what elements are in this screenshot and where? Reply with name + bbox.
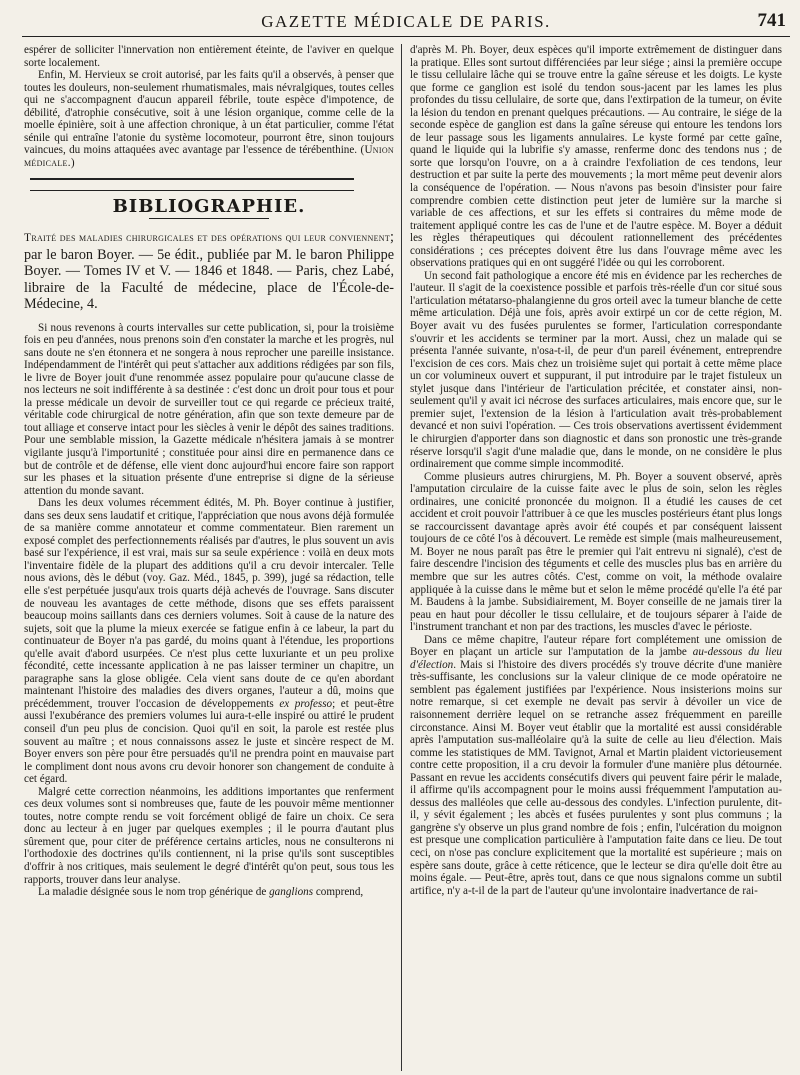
page-number: 741 [757,10,786,31]
review-paragraph-2 [24,497,394,786]
intro-paragraph: espérer de solliciter l'innervation non entièrement éteinte, de l'aviver en quelque sorte localement. [24,44,394,69]
italic-term-lieu: au-dessous du lieu d'élection [410,646,782,671]
review-paragraph-4 [24,886,394,899]
right-paragraph-4 [410,634,782,897]
italic-term: ex professo [279,697,333,710]
source-citation: (Union médicale.) [24,144,394,169]
book-title: Traité des maladies chirurgicales et des opérations qui leur conviennent [24,232,391,245]
section-divider [30,178,354,180]
paragraph-enfin-text: Enfin, M. Hervieux se croit autorisé, par les faits qu'il a observés, à penser que toutes les douleurs, non-seulement rhumatismales, mais névralgiques, toutes celles qui ne s'accompagnent d'aucun appareil fébrile, toute espèce d'impotence, de débilité, d'atrophie consécutive, soit à une lésion organique, comme celle de la moelle épinière, soit à une affection chronique, à un état particulier, comme l'état sénile qui entraîne l'atonie du système locomoteur, pourront être, sinon toujours vaincues, du moins attaquées avec avantage par l'essence de térébenthine. [24,69,394,157]
right-paragraph-3: Comme plusieurs autres chirurgiens, M. Ph. Boyer a souvent observé, après l'amputation circulaire de la cuisse faite avec le plus de soin, selon les règles ordinaires, une conicité prononcée du moignon. Il a étudié les causes de cet accident et croit pouvoir l'attribuer à ce que les muscles postérieurs étant plus longs se raccourcissent davantage après avoir été coupés et par conséquent laissent toujours de ce côté l'os à découvert. Le remède est simple (mais malheureusement, M. Boyer ne nous paraît pas être le premier qui l'ait entrevu ni signalé), c'est de faire descendre l'incision des téguments et celle des muscles plus bas en arrière du membre que sur les autres côtés. C'est, comme on voit, la méthode ovalaire appliquée à la cuisse dans le même but et selon le même procédé qu'elle l'a été par M. Baudens à la jambe. Subsidiairement, M. Boyer conseille de ne jamais tirer la peau en haut pour décoller le tissu cellulaire, et de toujours séparer à l'aide de l'instrument tranchant et non par des tractions, les muscles d'avec le périoste. [410,470,782,634]
journal-title: GAZETTE MÉDICALE DE PARIS. [261,12,551,31]
italic-term-ganglions: ganglions [269,886,314,899]
page-header [22,10,790,37]
review-paragraph-3: Malgré cette correction néanmoins, les additions importantes que renferment ces deux volumes sont si nombreuses que, faute de les pouvoir même mentionner toutes, notre compte rendu se voit forcément obligé de faire un choix. Ce sera donc au lecteur à en juger par quelques exemples ; il le pourra d'autant plus sûrement que, pour citer de préférence certains articles, nous ne consulterons ni l'orthodoxie des doctrines qu'ils contiennent, ni la prise qu'ils sont susceptibles d'offrir à nos critiques, mais seulement le degré d'intérêt qu'on peut, sous tous les rapports, trouver dans leur analyse. [24,785,394,886]
column-rule [401,44,402,1071]
book-details: ; par le baron Boyer. — 5e édit., publiée par M. le baron Philippe Boyer. — Tomes IV et V. — 1846 et 1848. — Paris, chez Labé, libraire de la Faculté de médecine, place de l'École-de-Médecine, 4. [24,229,394,313]
right-paragraph-4-start: Dans ce même chapitre, l'auteur répare fort complétement une omission de Boyer en plaçant un article sur l'amputation de la jambe [410,633,782,659]
right-paragraph-1: d'après M. Ph. Boyer, deux espèces qu'il importe extrêmement de distinguer dans la pratique. Elles sont surtout différenciées par leur siége ; ainsi la première occupe le tissu cellulaire lâche qui se trouve entre la gaîne séreuse et les doigts. Le kyste que forme ce ganglion est isolé du tendon sous-jacent par les lames les plus profondes du tissu cellulaire, de sorte que, dans l'extirpation de la tumeur, on évite la lésion du tendon en prenant quelques précautions. — Au contraire, le siége de la seconde espèce de ganglion est dans la gaîne séreuse qui entoure les tendons lors de leur passage sous les ligaments annulaires. Le kyste formé par cette gaîne, quand le liquide qui la lubrifie s'y amasse, renferme donc des tendons nus ; de sorte que lorsqu'on l'ouvre, on a à craindre l'exfoliation de ces tendons, leur destruction et par suite la perte des mouvements ; la mort même peut devenir alors la conséquence de l'opération. — Nous n'avons pas besoin d'insister pour faire comprendre combien cette distinction peut jeter de lumière sur la marche si variable de ces affections, et sur les effets si contraires du même mode de traitement appliqué contre les cas de l'une et de l'autre espèce. M. Boyer a déduit les règles thérapeutiques qui découlent rationnellement des précédentes considérations ; ces préceptes doivent être lus dans l'ouvrage même avec les observations pratiques qui en ont suggéré l'idée ou qui les corroborent. [410,44,782,270]
title-underline [149,218,269,219]
section-divider-thin [30,190,354,191]
book-reference [24,229,394,313]
section-title: BIBLIOGRAPHIE. [112,196,306,218]
review-paragraph-4-start: La maladie désignée sous le nom trop générique de [38,886,267,899]
paragraph-enfin [24,69,394,169]
review-paragraph-4-end: comprend, [315,886,364,899]
review-paragraph-1: Si nous revenons à courts intervalles sur cette publication, si, pour la troisième fois en peu d'années, nous prenons soin d'en constater la marche et les progrès, nul sans doute ne s'en étonnera et ne songera à nous reprocher une pareille insistance. Indépendamment de l'intérêt qui peut s'attacher aux additions rédigées par son fils, le livre de Boyer jouit d'une renommée assez populaire pour qu'aucune classe de nos lecteurs ne soit indifférente à sa destinée : c'est donc un droit pour tous et pour la presse médicale un devoir de surveiller tout ce qui regarde ce précieux traité, véritable code chirurgical de notre génération, afin que son texte demeure par de tout alliage et conserve intact pour les siècles à venir le dépôt des saines traditions. Pour une semblable mission, la Gazette médicale n'hésitera jamais à se montrer vigilante jusqu'à l'importunité ; constituée pour ainsi dire en permanence dans ce but de contrôle et de défense, elle vient donc aujourd'hui encore faire son rapport sur les phases et la situation présente d'une entreprise si digne de la sérieuse attention du monde savant. [24,321,394,497]
right-column [410,44,782,1071]
review-paragraph-2-text: Dans les deux volumes récemment édités, M. Ph. Boyer continue à justifier, dans ses deux sens laudatif et critique, l'appréciation que nous avons déjà formulée de sa manière comme annotateur et comme commentateur. Bien rarement un exposé complet des perfectionnements réalisés par d'autres, le plus souvent un avis basé sur l'expérience, il est vrai, mais sur sa seule expérience : voilà en deux mots l'inventaire fidèle de la plupart des additions qu'il a cru devoir intercaler. Telle nous avions, dès le début (voy. Gaz. Méd., 1845, p. 399), jugé sa rédaction, telle elle s'est perpétuée jusqu'aux trois quarts déjà achevés de l'ouvrage. Sans discuter de nouveau les avantages de cette méthode, disons que ses effets paraissent beaucoup moins saillants dans ces derniers volumes. Soit à cause de la nature des sujets, soit que la plume la mieux exercée se fatigue enfin à ce labeur, la part du continuateur de Boyer n'a pas gardé, du moins quant à l'étendue, les proportions qu'elle avait d'abord usurpées. Ce n'est plus cette luxuriante et un peu prolixe fécondité, cette incessante application à ne pas laisser terminer un chapitre, un paragraphe sans la glose obligée. Cela vient sans doute de ce qu'en abordant maintenant l'histoire des maladies des divers organes, l'auteur a dû, moins que précédemment, trouver l'occasion de développements [24,497,394,710]
right-paragraph-2: Un second fait pathologique a encore été mis en évidence par les recherches de l'auteur. Il s'agit de la coexistence possible et parfois très-réelle d'un cor situé sous l'articulation métatarso-phalangienne du gros orteil avec la tumeur blanche de cette même articulation. Déjà une fois, après avoir extirpé un cor de cette région, M. Boyer avait vu des fusées purulentes se former, l'articulation correspondante s'ouvrir et les accidents se terminer par la mort. Aussi, chez un malade qui se présenta l'année suivante, n'osa-t-il, de peur d'un pareil événement, entreprendre l'excision de ces cors. Mais chez un troisième sujet qui portait à cette même place un cor volumineux ouvert et suppurant, il put introduire par le trajet fistuleux un stylet jusque dans l'intérieur de l'articulation précitée, et constater ainsi, non-seulement qu'il y avait ici nécrose des surfaces articulaires, mais encore que, sur le premier sujet, l'extension de la lésion à l'articulation avait très-probablement devancé et non suivi l'opération. — Ces trois observations avertissent évidemment le chirurgien d'apporter dans son diagnostic et dans son pronostic une très-grande réserve lorsqu'il s'agit d'une maladie que, dans le monde, on ne considère le plus ordinairement que comme simple incommodité. [410,269,782,471]
right-paragraph-4-end: . Mais si l'histoire des divers procédés s'y trouve décrite d'une manière très-suffisante, les conclusions sur la valeur clinique de ce mode opératoire ne semblent pas également justifiées par l'expérience. Nous insisterions moins sur notre remarque, si cet exemple ne devait pas servir à dévoiler un vice de raisonnement derrière lequel on se retranche assez fréquemment en pareille circonstance. Ainsi M. Boyer veut établir que la mortalité est aussi considérable après l'amputation sus-malléolaire qu'à la suite de celle au lieu d'élection. Mais comme les statistiques de MM. Tavignot, Arnal et Martin plaident victorieusement contre cette proposition, il a cru devoir la formuler d'une manière plus détournée. Passant en revue les accidents consécutifs divers qui peuvent faire périr le malade, il affirme qu'ils accompagnent pour le moins aussi fréquemment l'amputation au-dessus des malléoles que celle au-dessous des condyles. L'infection purulente, dit-il, y sévit également ; les abcès et fusées purulentes y sont plus communs ; la gangrène s'y observe un plus grand nombre de fois ; enfin, l'ulcération du moignon est presque une complication particulière à l'amputation faite dans ce lieu. De tout ceci, on n'ose pas conclure explicitement que la mortalité est supérieure ; mais on espère sans doute, grâce à cette réticence, que le lecteur se dira qu'elle doit être au moins égale. — Peut-être, après tout, dans ce que nous signalons comme un subtil artifice, n'y a-t-il de la part de l'auteur qu'une involontaire inadvertance de rai- [410,658,782,897]
left-column [24,44,394,1071]
review-paragraph-2-tail: ; et peut-être aussi l'exubérance des premiers volumes lui aura-t-elle inspiré ou attiré le prudent conseil d'un peu plus de concision. Quoi qu'il en soit, la parole est restée plus souvent au maître ; et nous connaissons assez le juste et sincère respect de M. Boyer envers son père pour être persuadés qu'il ne prendra point en mauvaise part le compliment dont nous avons cru devoir honorer son changement de conduite à cet égard. [24,697,394,786]
